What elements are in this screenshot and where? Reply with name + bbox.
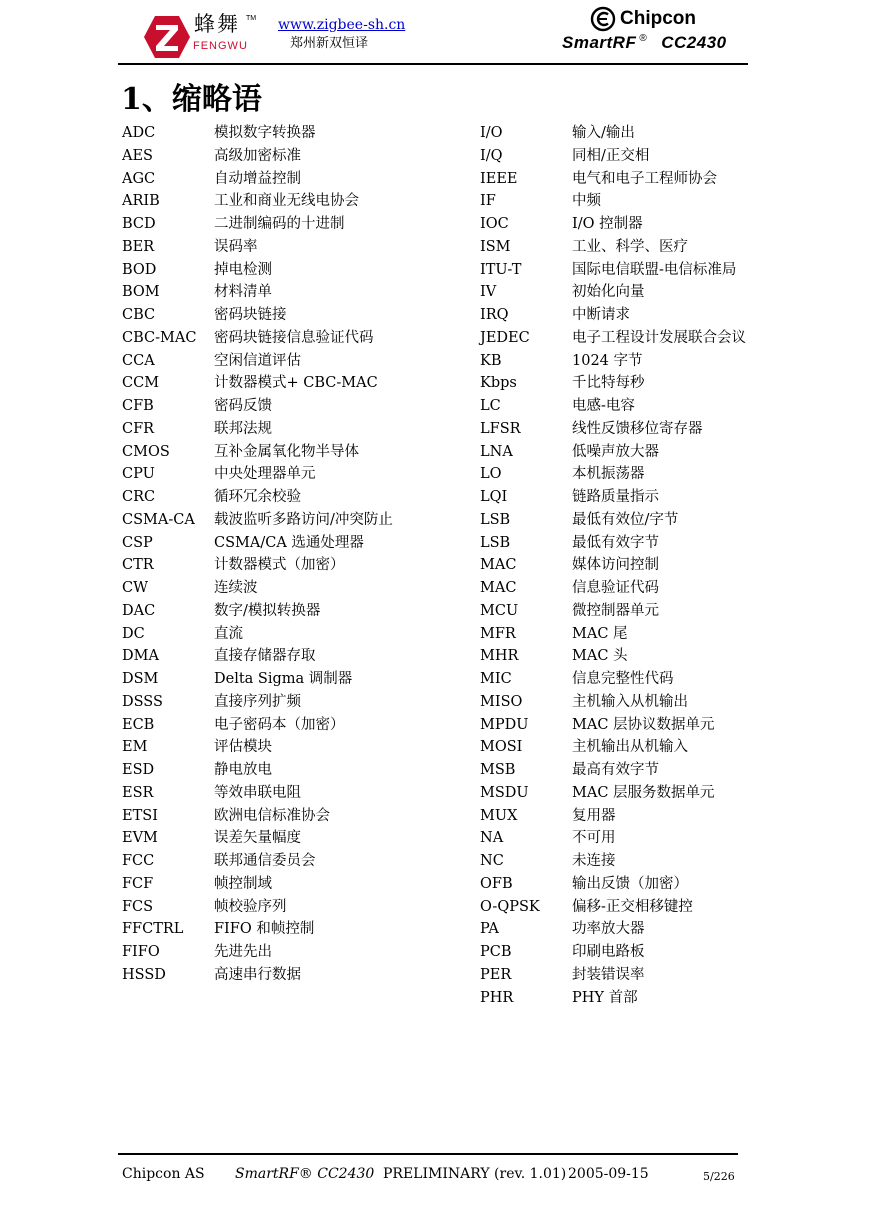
abbreviation-term: CMOS (122, 443, 170, 460)
abbreviation-definition: 链路质量指示 (572, 489, 659, 505)
abbreviation-definition: 载波监听多路访问/冲突防止 (214, 511, 393, 528)
abbreviation-term: CPU (122, 466, 155, 483)
abbreviation-term: DSM (122, 671, 159, 687)
abbreviation-definition: 数字/模拟转换器 (214, 602, 321, 619)
page-header (0, 0, 869, 70)
abbreviation-definition: 帧校验序列 (214, 898, 287, 915)
abbreviation-term: ARIB (122, 193, 160, 210)
abbreviation-term: MAC (480, 580, 517, 596)
abbreviation-definition: 1024 字节 (572, 352, 643, 369)
abbreviation-term: AGC (122, 170, 156, 187)
abbreviation-definition: 计数器模式+ CBC-MAC (214, 375, 378, 392)
abbreviation-term: LNA (480, 443, 513, 460)
abbreviation-term: OFB (480, 875, 513, 892)
abbreviation-definition: 直接序列扩频 (214, 693, 301, 710)
abbreviation-term: MPDU (480, 716, 529, 733)
logo-english-name: FENGWU (193, 40, 248, 52)
abbreviation-definition: 信息完整性代码 (572, 671, 674, 687)
abbreviation-term: ESR (122, 784, 154, 801)
abbreviation-term: CFB (122, 398, 154, 414)
abbreviation-term: ISM (480, 238, 511, 255)
abbreviation-term: MCU (480, 602, 519, 619)
abbreviation-term: MOSI (480, 739, 523, 756)
page-number: 5/226 (703, 1170, 735, 1183)
abbreviation-term: EVM (122, 830, 158, 847)
abbreviation-definition: 二进制编码的十进制 (214, 216, 345, 232)
abbreviation-definition: 媒体访问控制 (572, 557, 659, 574)
abbreviation-definition: 初始化向量 (572, 284, 645, 301)
abbreviation-term: FCS (122, 898, 154, 915)
brand-name: Chipcon (620, 8, 696, 29)
abbreviation-term: DAC (122, 602, 156, 619)
abbreviation-definition: 直接存储器存取 (214, 648, 316, 665)
abbreviation-term: MHR (480, 648, 519, 665)
translator-credit: 郑州新双恒译 (290, 36, 369, 51)
abbreviation-term: FIFO (122, 944, 160, 960)
abbreviation-definition: 直流 (214, 625, 243, 642)
abbreviation-definition: 电气和电子工程师协会 (572, 170, 717, 187)
abbreviation-definition: 自动增益控制 (214, 170, 301, 187)
abbreviation-term: FFCTRL (122, 921, 184, 938)
abbreviation-definition: 最高有效字节 (572, 762, 659, 778)
abbreviation-definition: 密码块链接信息验证代码 (214, 329, 374, 346)
abbreviation-term: LFSR (480, 420, 521, 437)
abbreviation-definition: 最低有效字节 (572, 534, 659, 551)
trademark-mark: TM (246, 15, 257, 22)
abbreviation-definition: 连续波 (214, 580, 258, 596)
abbreviation-definition: 不可用 (572, 830, 616, 847)
header-divider (118, 63, 748, 65)
abbreviation-term: FCF (122, 875, 154, 892)
abbreviation-definition: 电感-电容 (572, 398, 635, 414)
product-title (562, 33, 727, 53)
abbreviation-term: MFR (480, 625, 516, 642)
abbreviation-term: BER (122, 238, 155, 255)
abbreviation-term: I/O (480, 125, 503, 141)
abbreviation-definition: 评估模块 (214, 739, 272, 756)
abbreviation-definition: 信息验证代码 (572, 580, 659, 596)
abbreviation-definition: 先进先出 (214, 944, 272, 960)
abbreviation-definition: 国际电信联盟-电信标准局 (572, 261, 737, 278)
abbreviation-term: FCC (122, 853, 155, 869)
abbreviation-definition: 同相/正交相 (572, 147, 650, 164)
abbreviation-term: PA (480, 921, 499, 938)
abbreviation-definition: 最低有效位/字节 (572, 511, 679, 528)
abbreviation-definition: 误码率 (214, 238, 258, 255)
abbreviation-term: LSB (480, 534, 511, 551)
abbreviation-term: NC (480, 853, 504, 869)
abbreviation-definition: 输入/输出 (572, 125, 635, 141)
abbreviation-definition: 工业、科学、医疗 (572, 238, 688, 255)
abbreviation-definition: 高级加密标准 (214, 147, 301, 164)
abbreviation-term: CBC-MAC (122, 329, 197, 346)
abbreviation-term: PCB (480, 944, 512, 960)
abbreviation-term: BOD (122, 261, 157, 278)
abbreviation-definition: 联邦法规 (214, 420, 272, 437)
abbreviation-term: MSB (480, 762, 516, 778)
abbreviation-definition: Delta Sigma 调制器 (214, 671, 353, 687)
abbreviation-term: CCA (122, 352, 155, 369)
abbreviation-definition: 偏移-正交相移键控 (572, 898, 693, 915)
abbreviation-term: CSP (122, 534, 153, 551)
abbreviation-definition: 未连接 (572, 853, 616, 869)
abbreviation-term: CTR (122, 557, 154, 574)
abbreviation-term: ETSI (122, 807, 158, 824)
abbreviation-definition: 微控制器单元 (572, 602, 659, 619)
abbreviation-definition: 中央处理器单元 (214, 466, 316, 483)
section-heading: 1、缩略语 (121, 82, 262, 117)
abbreviation-term: CCM (122, 375, 160, 392)
abbreviation-term: CSMA-CA (122, 511, 195, 528)
abbreviation-term: DC (122, 625, 145, 642)
abbreviation-term: ADC (122, 125, 156, 141)
abbreviation-term: ITU-T (480, 261, 522, 278)
abbreviation-definition: 循环冗余校验 (214, 489, 301, 505)
footer-date: 2005-09-15 (568, 1166, 649, 1182)
logo-chinese-name: 蜂舞 (194, 12, 240, 36)
abbreviation-term: KB (480, 352, 502, 369)
abbreviation-term: HSSD (122, 966, 166, 983)
abbreviation-term: CBC (122, 307, 156, 323)
registered-mark: ® (639, 33, 648, 45)
abbreviation-term: LO (480, 466, 502, 483)
abbreviation-definition: 千比特每秒 (572, 375, 645, 392)
abbreviation-definition: FIFO 和帧控制 (214, 921, 315, 938)
abbreviation-term: MSDU (480, 784, 529, 801)
abbreviation-definition: 功率放大器 (572, 921, 645, 938)
abbreviation-term: DSSS (122, 693, 163, 710)
abbreviation-definition: 工业和商业无线电协会 (214, 193, 359, 210)
abbreviation-term: ESD (122, 762, 155, 778)
abbreviation-definition: 模拟数字转换器 (214, 125, 316, 141)
fengwu-logo-icon (144, 16, 190, 58)
abbreviation-definition: 低噪声放大器 (572, 443, 659, 460)
abbreviation-definition: 静电放电 (214, 762, 272, 778)
abbreviation-term: IOC (480, 216, 509, 232)
chipcon-c-icon (590, 6, 616, 32)
abbreviation-definition: 主机输出从机输入 (572, 739, 688, 756)
abbreviation-term: IF (480, 193, 496, 210)
abbreviation-definition: 联邦通信委员会 (214, 853, 316, 869)
product-name: SmartRF (562, 33, 637, 52)
abbreviation-term: I/Q (480, 147, 503, 164)
abbreviation-definition: 中频 (572, 193, 601, 210)
abbreviation-term: Kbps (480, 375, 517, 392)
abbreviation-term: CFR (122, 420, 155, 437)
abbreviation-term: BCD (122, 216, 156, 232)
abbreviation-definition: MAC 头 (572, 648, 628, 665)
abbreviation-definition: 输出反馈（加密） (572, 875, 688, 892)
abbreviation-definition: 复用器 (572, 807, 616, 824)
abbreviation-term: MISO (480, 693, 523, 710)
abbreviation-term: IRQ (480, 307, 509, 323)
abbreviation-definition: 电子工程设计发展联合会议 (572, 329, 746, 346)
abbreviation-term: MUX (480, 807, 518, 824)
abbreviation-definition: 帧控制域 (214, 875, 272, 892)
footer-product: SmartRF® CC2430 (235, 1166, 375, 1182)
abbreviation-definition: 材料清单 (214, 284, 272, 301)
footer-company: Chipcon AS (122, 1166, 205, 1182)
abbreviation-definition: I/O 控制器 (572, 216, 643, 232)
abbreviation-definition: 密码块链接 (214, 307, 287, 323)
abbreviation-definition: 掉电检测 (214, 261, 272, 278)
abbreviation-definition: MAC 层协议数据单元 (572, 716, 715, 733)
abbreviation-definition: 计数器模式（加密） (214, 557, 345, 574)
abbreviation-term: LSB (480, 511, 511, 528)
abbreviation-term: O-QPSK (480, 898, 540, 915)
product-model: CC2430 (661, 33, 727, 52)
abbreviation-definition: 封装错误率 (572, 966, 645, 983)
abbreviation-term: MIC (480, 671, 512, 687)
abbreviation-term: MAC (480, 557, 517, 574)
abbreviation-definition: CSMA/CA 选通处理器 (214, 534, 364, 551)
abbreviation-term: IV (480, 284, 497, 301)
abbreviation-term: EM (122, 739, 148, 756)
abbreviation-definition: 电子密码本（加密） (214, 716, 345, 733)
abbreviation-term: CW (122, 580, 148, 596)
abbreviation-definition: 等效串联电阻 (214, 784, 301, 801)
abbreviation-definition: 本机振荡器 (572, 466, 645, 483)
abbreviation-term: IEEE (480, 170, 518, 187)
abbreviation-definition: 中断请求 (572, 307, 630, 323)
abbreviation-definition: 空闲信道评估 (214, 352, 301, 369)
abbreviation-definition: 印刷电路板 (572, 944, 645, 960)
footer-status: PRELIMINARY (rev. 1.01) (383, 1166, 567, 1182)
abbreviation-definition: 误差矢量幅度 (214, 830, 301, 847)
footer-divider (118, 1153, 738, 1155)
abbreviation-definition: MAC 层服务数据单元 (572, 784, 715, 801)
abbreviation-definition: MAC 尾 (572, 625, 628, 642)
abbreviation-definition: 欧洲电信标准协会 (214, 807, 330, 824)
abbreviation-term: AES (122, 147, 153, 164)
abbreviation-term: JEDEC (480, 329, 530, 346)
abbreviation-term: DMA (122, 648, 159, 665)
abbreviation-term: ECB (122, 716, 155, 733)
abbreviation-definition: PHY 首部 (572, 989, 638, 1006)
abbreviation-term: LC (480, 398, 501, 414)
abbreviation-definition: 主机输入从机输出 (572, 693, 688, 710)
abbreviation-definition: 密码反馈 (214, 398, 272, 414)
abbreviation-term: PHR (480, 989, 514, 1006)
website-link[interactable]: www.zigbee-sh.cn (278, 17, 406, 33)
abbreviation-definition: 互补金属氧化物半导体 (214, 443, 359, 460)
abbreviation-definition: 高速串行数据 (214, 966, 301, 983)
abbreviation-term: PER (480, 966, 512, 983)
abbreviation-definition: 线性反馈移位寄存器 (572, 420, 703, 437)
abbreviation-term: NA (480, 830, 504, 847)
abbreviation-term: BOM (122, 284, 160, 301)
abbreviation-term: CRC (122, 489, 156, 505)
abbreviation-term: LQI (480, 489, 508, 505)
